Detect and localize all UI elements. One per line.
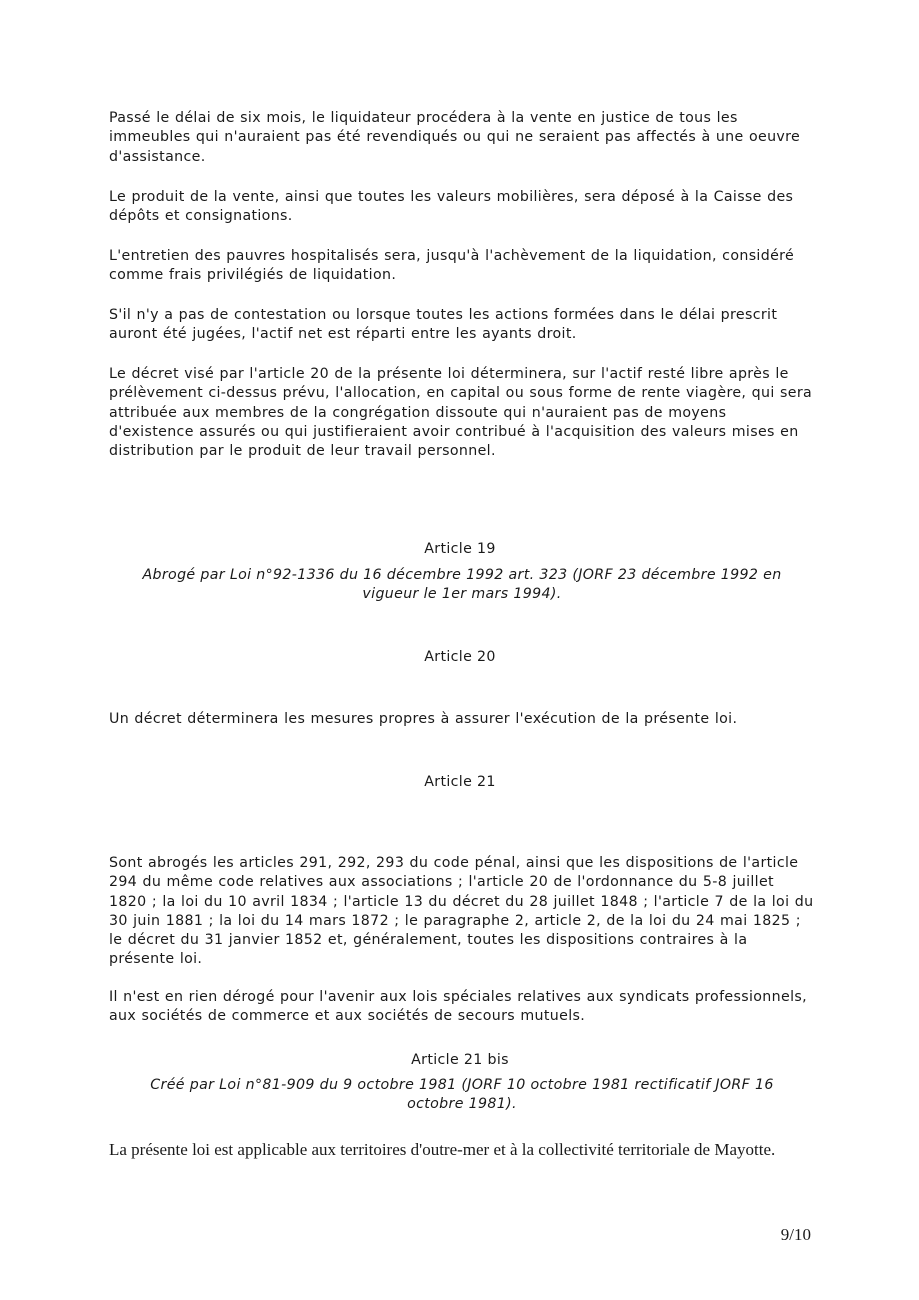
article-20-text: Un décret déterminera les mesures propres à assurer l'exécution de la présente loi. [109, 711, 738, 727]
article-21-bis-text: La présente loi est applicable aux territoires d'outre-mer et à la collectivité territoriale de Mayotte. [109, 1140, 776, 1159]
paragraph-sale-of-buildings: Passé le délai de six mois, le liquidateur procédera à la vente en justice de tous les immeubles qui n'auraient pas été revendiqués ou qui ne seraient pas affectés à une oeuvre d'assistance. [109, 110, 801, 165]
article-21-title: Article 21 [424, 774, 496, 790]
article-21-repealed-provisions: Sont abrogés les articles 291, 292, 293 du code pénal, ainsi que les dispositions de l'article 294 du même code relatives aux associations ; l'article 20 de l'ordonnance du 5-8 juillet 1820 ; la loi du 10 avril 1834 ; l'article 13 du décret du 28 juillet 1848 ; l'article 7 de la loi du 30 juin 1881 ; la loi du 14 mars 1872 ; le paragraphe 2, article 2, de la loi du 24 mai 1825 ; le décret du 31 janvier 1852 et, généralement, toutes les dispositions contraires à la présente loi. [109, 855, 814, 968]
paragraph-hospitalized-poor: L'entretien des pauvres hospitalisés sera, jusqu'à l'achèvement de la liquidation, considéré comme frais privilégiés de liquidation. [109, 248, 795, 284]
article-21-no-derogation: Il n'est en rien dérogé pour l'avenir aux lois spéciales relatives aux syndicats professionnels, aux sociétés de commerce et aux sociétés de secours mutuels. [109, 989, 807, 1025]
article-19-repeal-note: Abrogé par Loi n°92-1336 du 16 décembre 1992 art. 323 (JORF 23 décembre 1992 en vigueur le 1er mars 1994). [142, 567, 782, 603]
paragraph-proceeds-deposit: Le produit de la vente, ainsi que toutes les valeurs mobilières, sera déposé à la Caisse des dépôts et consignations. [109, 189, 794, 225]
article-19-title: Article 19 [424, 541, 496, 557]
article-21-bis-creation-note: Créé par Loi n°81-909 du 9 octobre 1981 (JORF 10 octobre 1981 rectificatif JORF 16 octobre 1981). [150, 1077, 774, 1113]
article-20-title: Article 20 [424, 649, 496, 665]
paragraph-net-assets: S'il n'y a pas de contestation ou lorsque toutes les actions formées dans le délai prescrit auront été jugées, l'actif net est réparti entre les ayants droit. [109, 307, 778, 343]
article-21-bis-title: Article 21 bis [411, 1052, 509, 1068]
page-number: 9/10 [780, 1225, 811, 1244]
paragraph-decree-allocation: Le décret visé par l'article 20 de la présente loi déterminera, sur l'actif resté libre après le prélèvement ci-dessus prévu, l'allocation, en capital ou sous forme de rente viagère, qui sera attribuée aux membres de la congrégation dissoute qui n'auraient pas de moyens d'existence assurés ou qui justifieraient avoir contribué à l'acquisition des valeurs mises en distribution par le produit de leur travail personnel. [109, 366, 813, 460]
